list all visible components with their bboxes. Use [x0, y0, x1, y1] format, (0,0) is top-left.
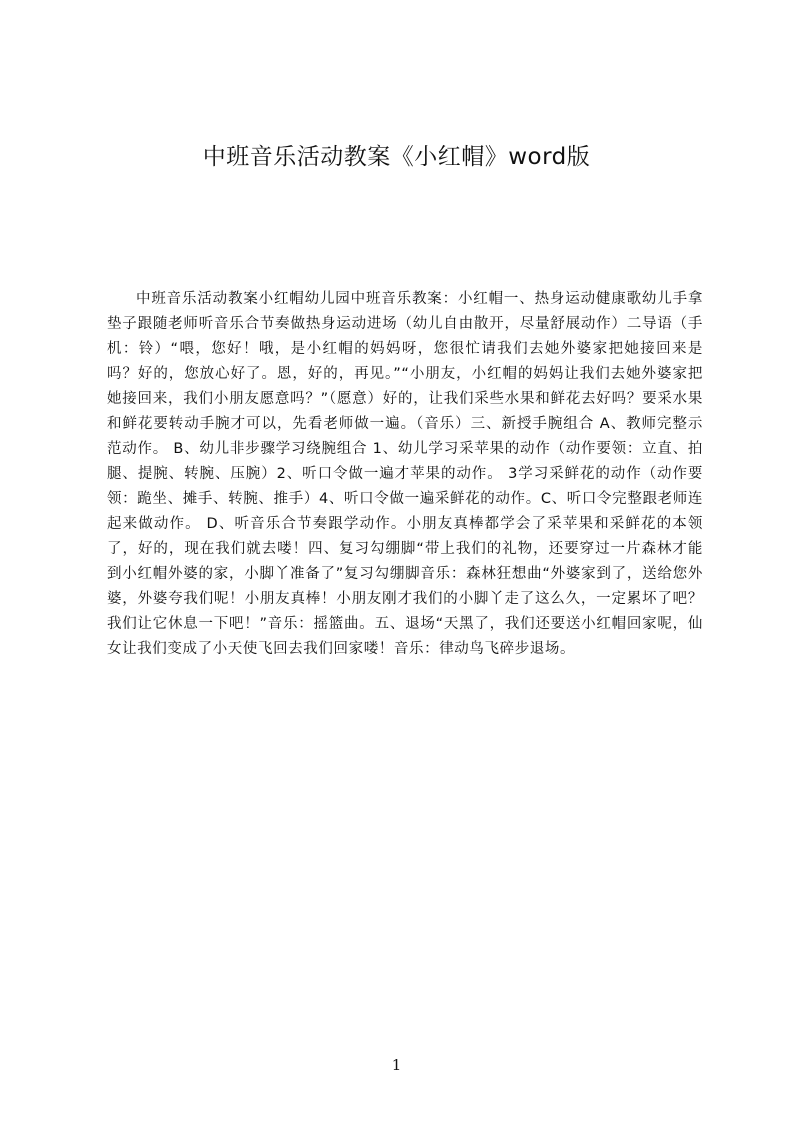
document-title: 中班音乐活动教案《小红帽》word版: [202, 144, 591, 170]
page-number: 1: [391, 1056, 402, 1074]
document-body-paragraph: 中班音乐活动教案小红帽幼儿园中班音乐教案：小红帽一、热身运动健康歌幼儿手拿垫子跟随老师听音乐合节奏做热身运动进场（幼儿自由散开，尽量舒展动作）二导语（手机：铃）“喂，您好！哦，是小红帽的妈妈呀，您很忙请我们去她外婆家把她接回来是吗？好的，您放心好了。恩，好的，再见。”“小朋友，小红帽的妈妈让我们去她外婆家把她接回来，我们小朋友愿意吗？”（愿意）好的，让我们采些水果和鲜花去好吗？要采水果和鲜花要转动手腕才可以，先看老师做一遍。（音乐）三、新授手腕组合 A、教师完整示范动作。 B、幼儿非步骤学习绕腕组合 1、幼儿学习采苹果的动作（动作要领：立直、拍腿、提腕、转腕、压腕）2、听口令做一遍才苹果的动作。 3学习采鲜花的动作（动作要领：跪坐、摊手、转腕、推手）4、听口令做一遍采鲜花的动作。C、听口令完整跟老师连起来做动作。 D、听音乐合节奏跟学动作。小朋友真棒都学会了采苹果和采鲜花的本领了，好的，现在我们就去喽！四、复习勾绷脚“带上我们的礼物，还要穿过一片森林才能到小红帽外婆的家，小脚丫准备了”复习勾绷脚音乐：森林狂想曲“外婆家到了，送给您外婆，外婆夸我们呢！小朋友真棒！小朋友刚才我们的小脚丫走了这么久，一定累坏了吧？我们让它休息一下吧！”音乐：摇篮曲。五、退场“天黑了，我们还要送小红帽回家呢，仙女让我们变成了小天使飞回去我们回家喽！音乐：律动鸟飞碎步退场。: [107, 291, 703, 657]
